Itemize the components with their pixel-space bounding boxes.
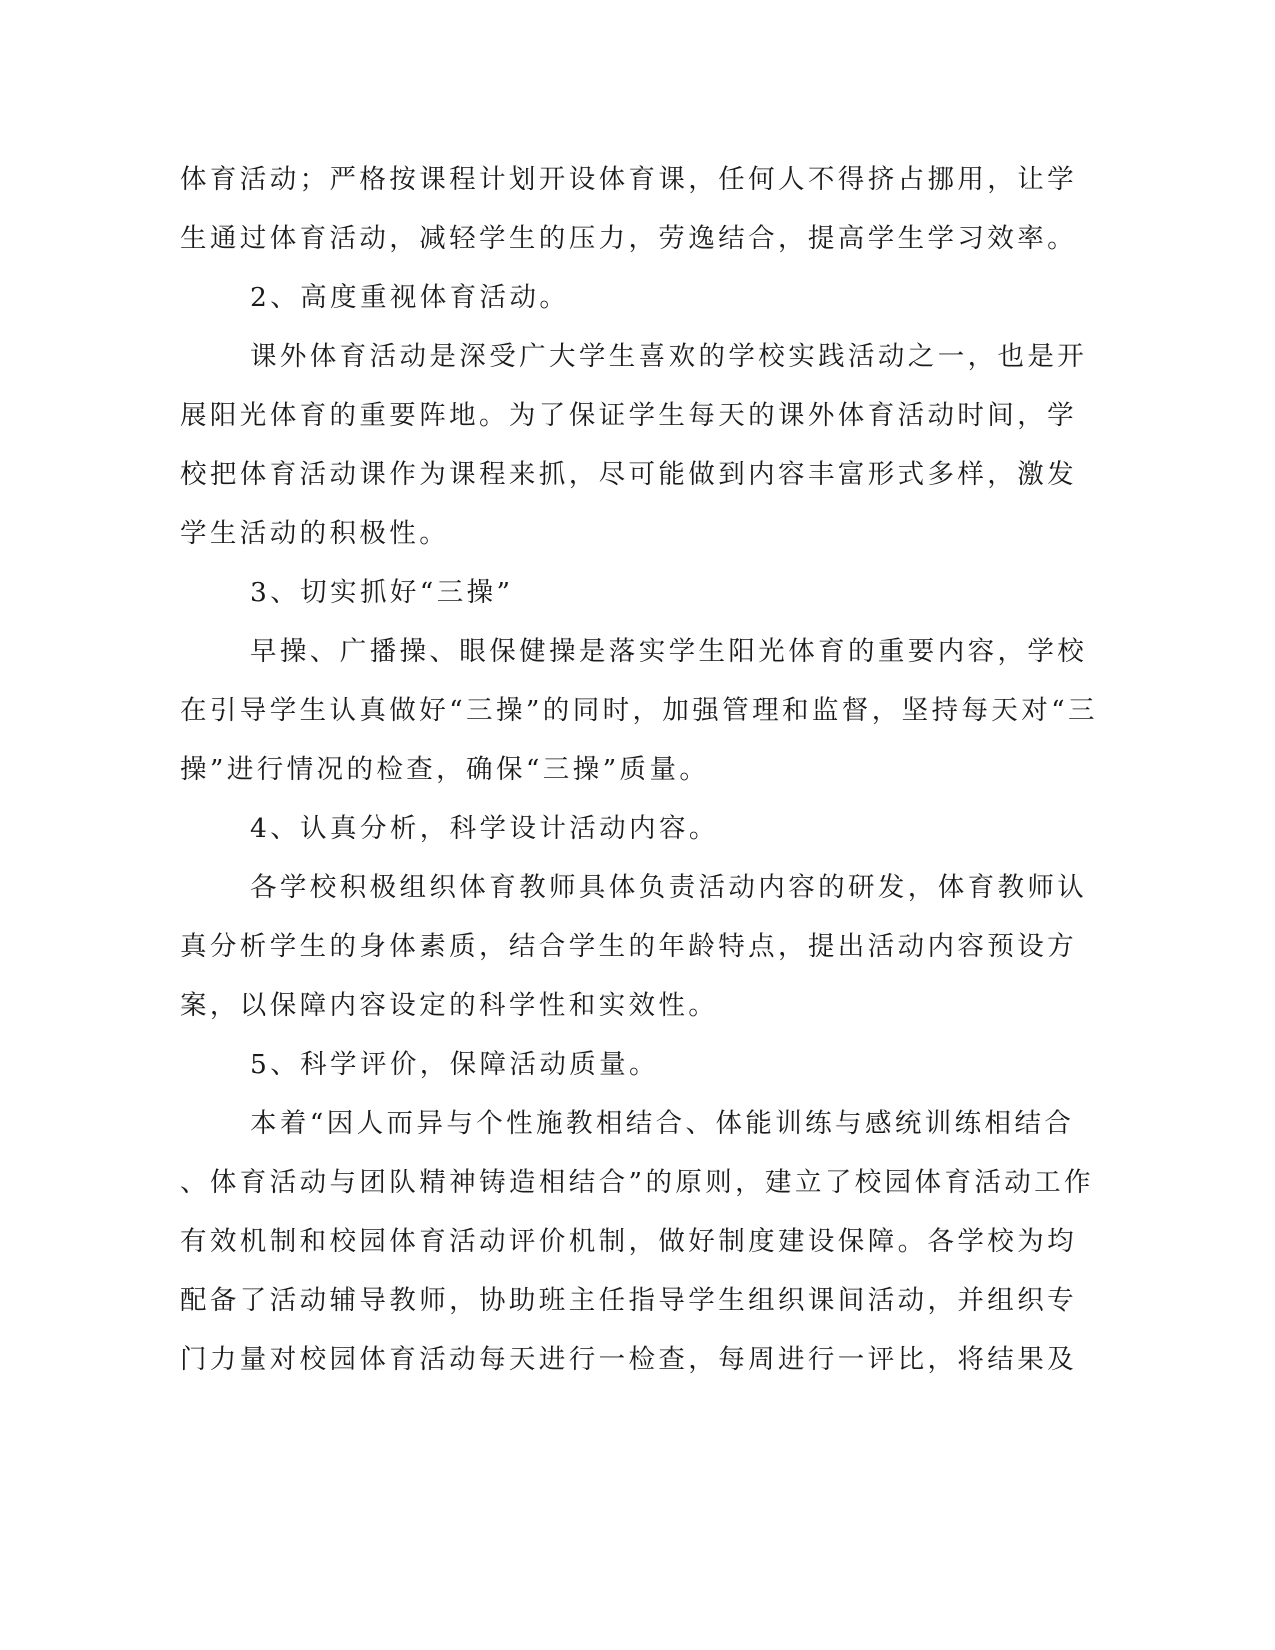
text-line: 展阳光体育的重要阵地。为了保证学生每天的课外体育活动时间，学 <box>180 400 1077 431</box>
paragraph-first-line: 课外体育活动是深受广大学生喜欢的学校实践活动之一，也是开 <box>250 341 1088 372</box>
text-line: 学生活动的积极性。 <box>180 518 450 549</box>
text-line: 配备了活动辅导教师，协助班主任指导学生组织课间活动，并组织专 <box>180 1285 1077 1316</box>
text-line: 操”进行情况的检查，确保“三操”质量。 <box>180 754 710 785</box>
text-line: 体育活动；严格按课程计划开设体育课，任何人不得挤占挪用，让学 <box>180 164 1077 195</box>
paragraph-first-line: 3、切实抓好“三操” <box>250 577 514 608</box>
text-line: 真分析学生的身体素质，结合学生的年龄特点，提出活动内容预设方 <box>180 931 1077 962</box>
paragraph-first-line: 5、科学评价，保障活动质量。 <box>250 1049 659 1080</box>
document-body <box>180 150 1098 1389</box>
text-line: 在引导学生认真做好“三操”的同时，加强管理和监督，坚持每天对“三 <box>180 695 1098 726</box>
paragraph-first-line: 4、认真分析，科学设计活动内容。 <box>250 813 719 844</box>
text-line: 案，以保障内容设定的科学性和实效性。 <box>180 990 719 1021</box>
text-line: 校把体育活动课作为课程来抓，尽可能做到内容丰富形式多样，激发 <box>180 459 1077 490</box>
paragraph-first-line: 早操、广播操、眼保健操是落实学生阳光体育的重要内容，学校 <box>250 636 1088 667</box>
paragraph-first-line: 2、高度重视体育活动。 <box>250 282 570 313</box>
paragraph-first-line: 各学校积极组织体育教师具体负责活动内容的研发，体育教师认 <box>250 872 1088 903</box>
text-line: 有效机制和校园体育活动评价机制，做好制度建设保障。各学校为均 <box>180 1226 1077 1257</box>
paragraph-first-line: 本着“因人而异与个性施教相结合、体能训练与感统训练相结合 <box>250 1108 1075 1139</box>
text-line: 生通过体育活动，减轻学生的压力，劳逸结合，提高学生学习效率。 <box>180 223 1077 254</box>
text-line: 门力量对校园体育活动每天进行一检查，每周进行一评比，将结果及 <box>180 1344 1077 1375</box>
text-line: 、体育活动与团队精神铸造相结合”的原则，建立了校园体育活动工作 <box>180 1167 1094 1198</box>
